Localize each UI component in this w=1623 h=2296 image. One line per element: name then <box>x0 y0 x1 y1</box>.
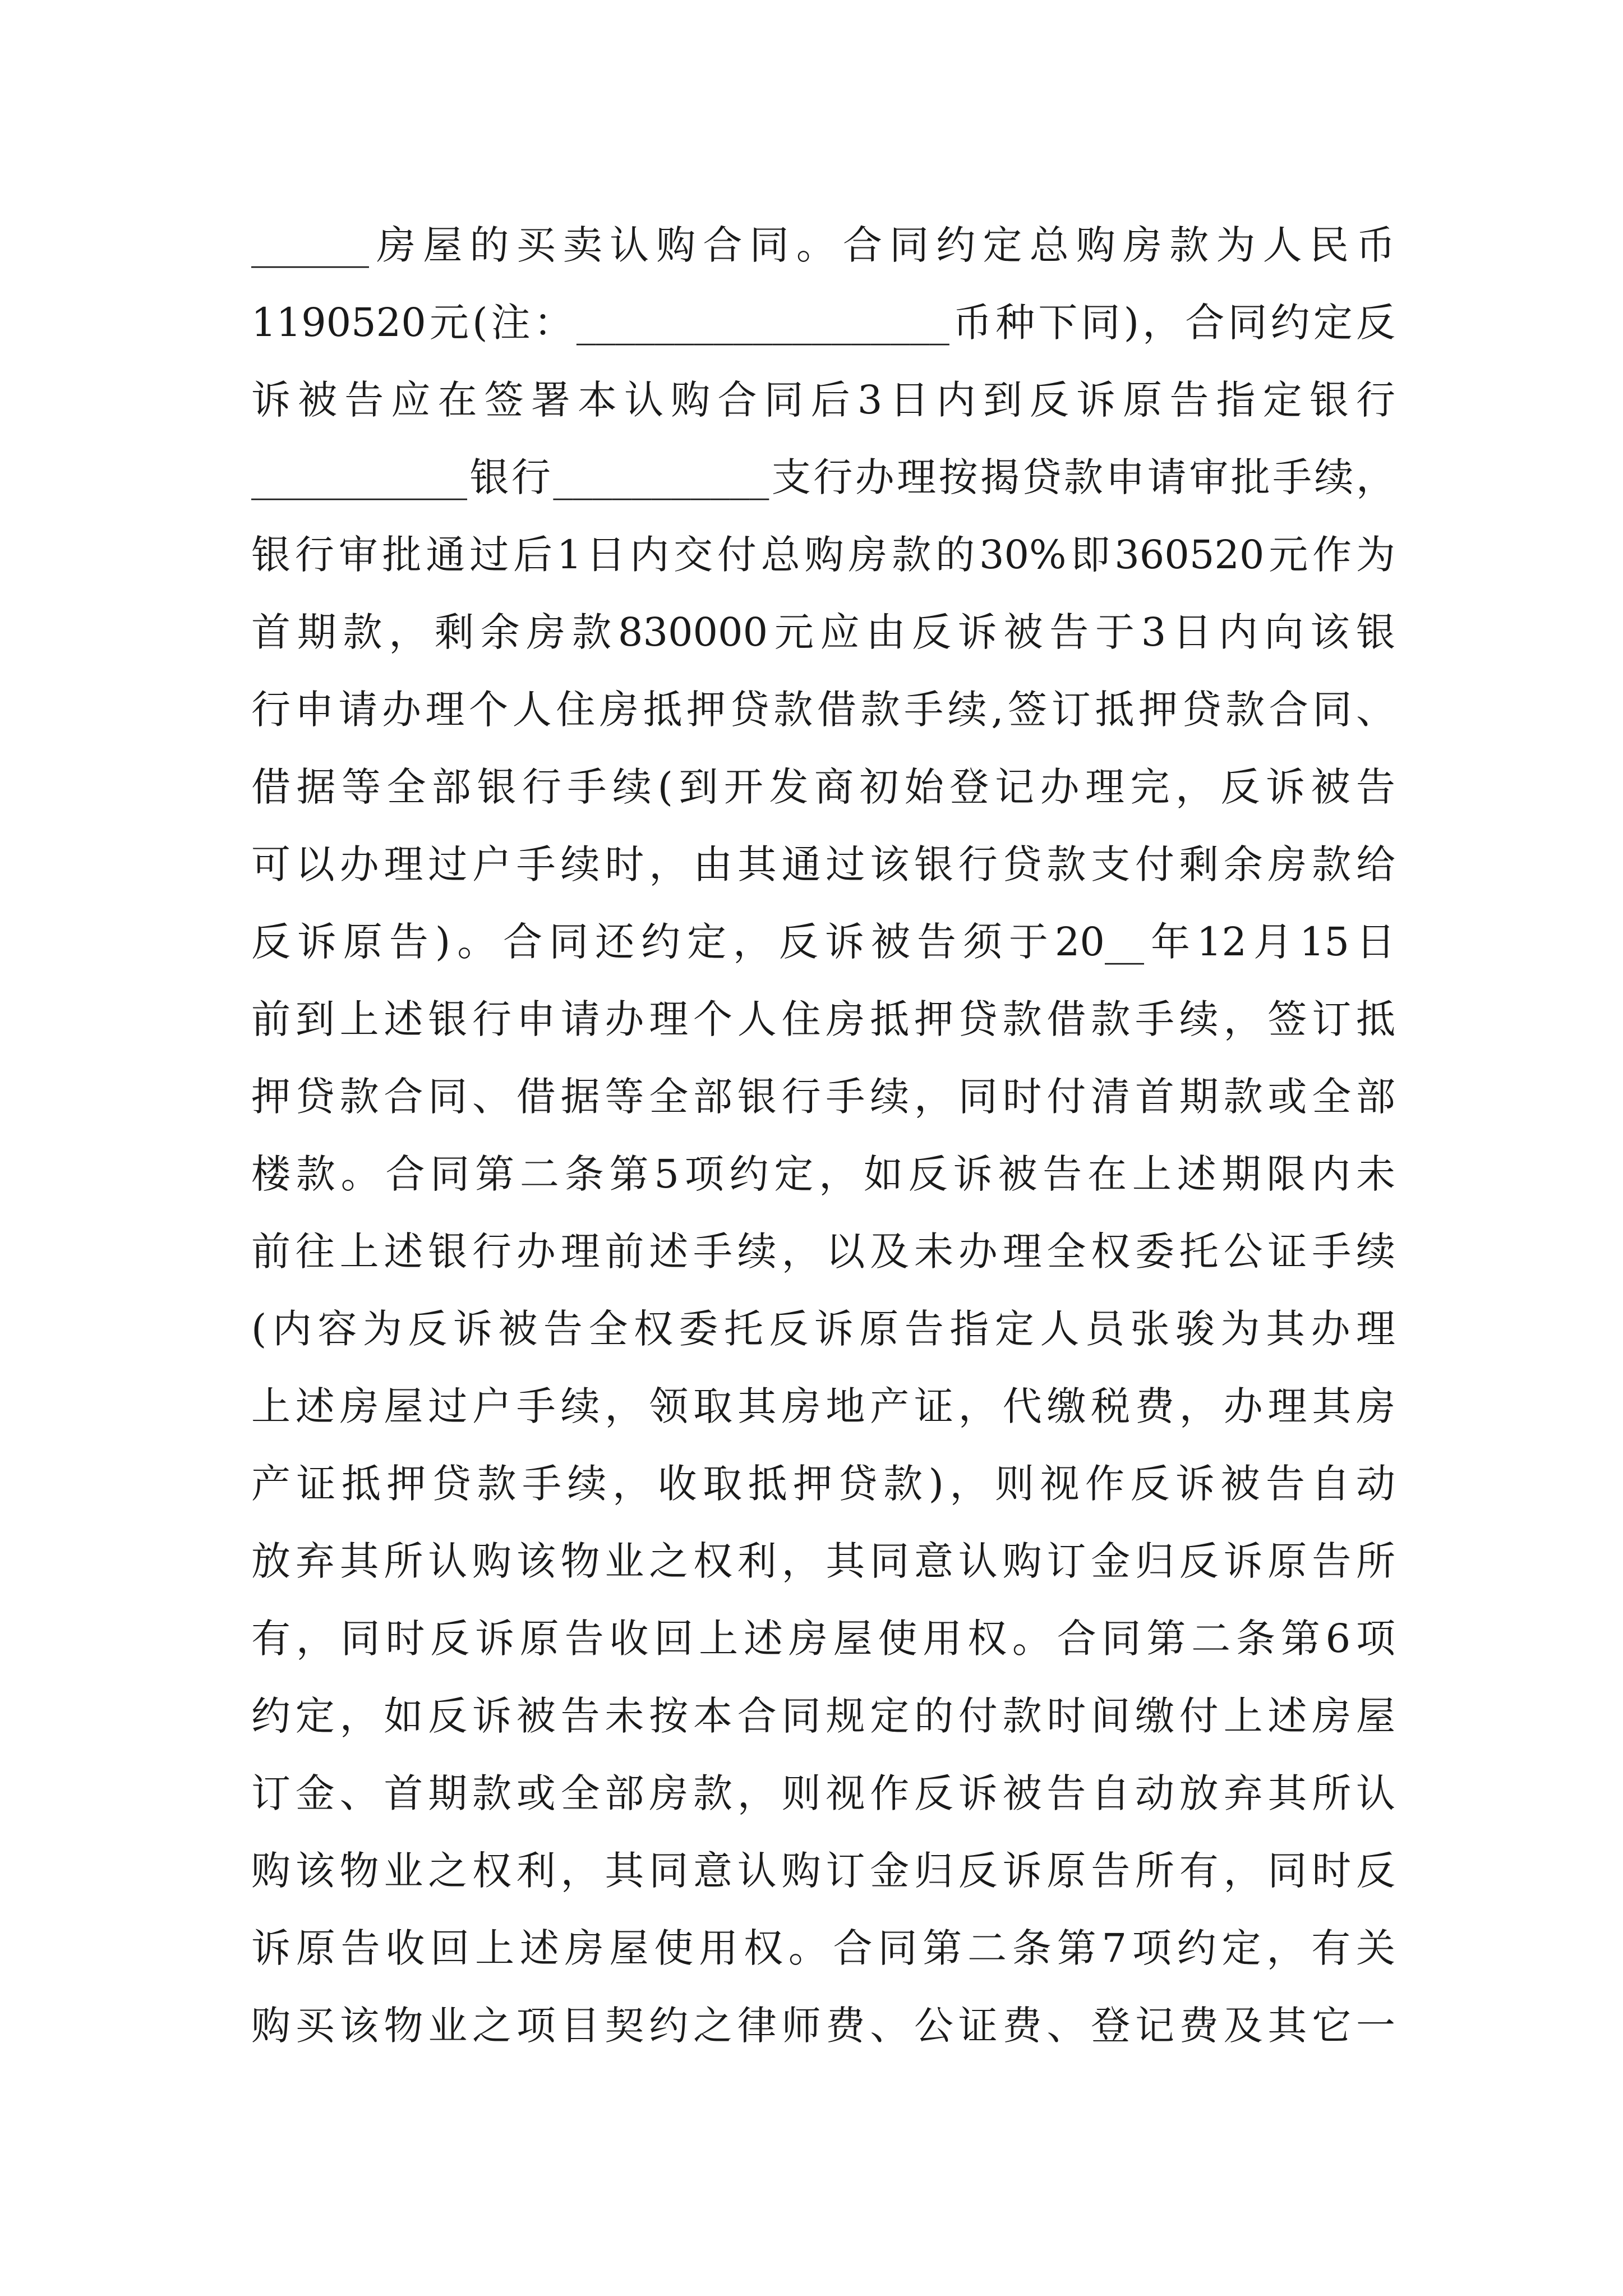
text-line: ___________银行___________支行办理按揭贷款申请审批手续， <box>251 454 1395 500</box>
text-line: 银行审批通过后1日内交付总购房款的30%即360520元作为 <box>251 532 1395 578</box>
text-line: 可以办理过户手续时，由其通过该银行贷款支付剩余房款给 <box>251 841 1395 887</box>
text-line: 放弃其所认购该物业之权利，其同意认购订金归反诉原告所 <box>251 1538 1395 1584</box>
text-line: 诉被告应在签署本认购合同后3日内到反诉原告指定银行 <box>251 377 1395 423</box>
text-line: 首期款，剩余房款830000元应由反诉被告于3日内向该银 <box>251 609 1395 655</box>
text-line: ______房屋的买卖认购合同。合同约定总购房款为人民币 <box>251 222 1395 268</box>
text-line: (内容为反诉被告全权委托反诉原告指定人员张骏为其办理 <box>251 1306 1395 1352</box>
text-line: 购买该物业之项目契约之律师费、公证费、登记费及其它一 <box>251 2003 1395 2049</box>
text-line: 楼款。合同第二条第5项约定，如反诉被告在上述期限内未 <box>251 1151 1395 1197</box>
text-line: 约定，如反诉被告未按本合同规定的付款时间缴付上述房屋 <box>251 1693 1395 1739</box>
text-line: 借据等全部银行手续(到开发商初始登记办理完，反诉被告 <box>251 764 1395 810</box>
text-line: 上述房屋过户手续，领取其房地产证，代缴税费，办理其房 <box>251 1383 1395 1429</box>
document-body <box>251 206 1395 2064</box>
text-line: 购该物业之权利，其同意认购订金归反诉原告所有，同时反 <box>251 1848 1395 1894</box>
text-line: 诉原告收回上述房屋使用权。合同第二条第7项约定，有关 <box>251 1925 1395 1971</box>
text-line: 产证抵押贷款手续，收取抵押贷款)，则视作反诉被告自动 <box>251 1461 1395 1507</box>
text-line: 押贷款合同、借据等全部银行手续，同时付清首期款或全部 <box>251 1074 1395 1120</box>
text-line: 行申请办理个人住房抵押贷款借款手续,签订抵押贷款合同、 <box>251 687 1395 733</box>
text-line: 反诉原告)。合同还约定，反诉被告须于20__年12月15日 <box>251 919 1395 965</box>
text-line: 有，同时反诉原告收回上述房屋使用权。合同第二条第6项 <box>251 1616 1395 1662</box>
text-line: 前到上述银行申请办理个人住房抵押贷款借款手续，签订抵 <box>251 996 1395 1042</box>
text-line: 1190520元(注：___________________币种下同)，合同约定反 <box>251 300 1395 346</box>
text-line: 前往上述银行办理前述手续，以及未办理全权委托公证手续 <box>251 1228 1395 1274</box>
text-line: 订金、首期款或全部房款，则视作反诉被告自动放弃其所认 <box>251 1770 1395 1816</box>
